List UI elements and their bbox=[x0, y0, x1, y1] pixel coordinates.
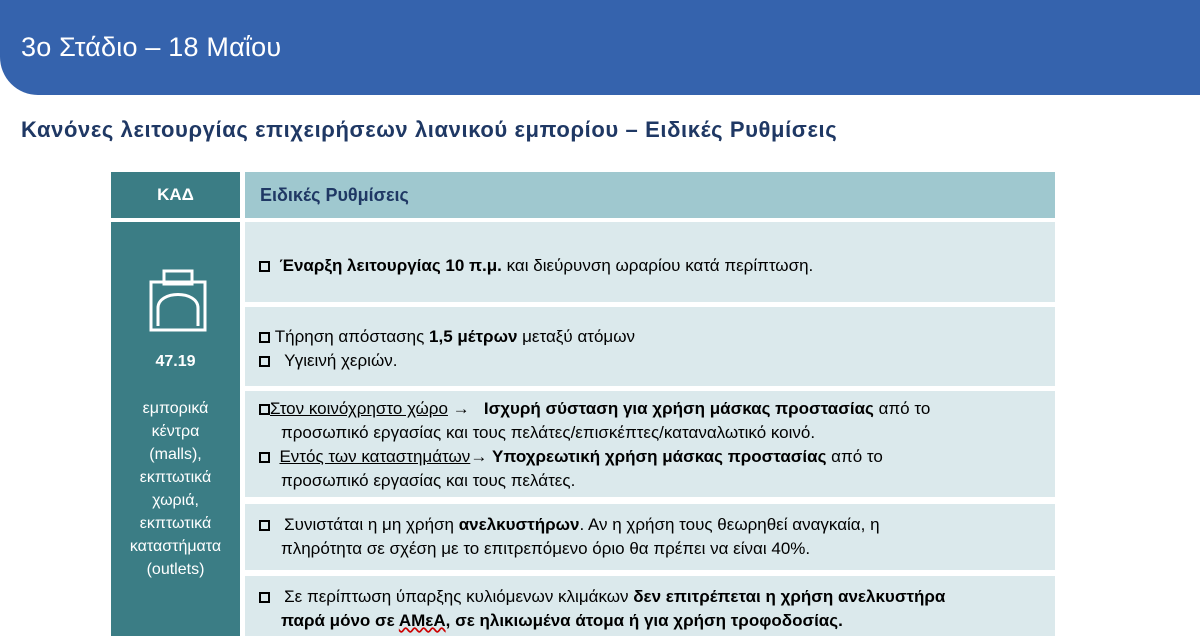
rule-underline: Στον κοινόχρηστο χώρο bbox=[270, 399, 448, 418]
arrow-right-icon: → bbox=[470, 447, 488, 466]
kad-code: 47.19 bbox=[155, 353, 196, 370]
rule-line bbox=[259, 325, 1055, 349]
kad-description-line: (outlets) bbox=[146, 561, 205, 578]
rule-text: από το bbox=[873, 399, 931, 418]
rule-emphasis: ΑΜεΑ bbox=[398, 611, 446, 630]
checkbox-icon bbox=[259, 520, 270, 531]
checkbox-icon bbox=[259, 592, 270, 603]
rule-text: . Αν η χρήση τους θεωρηθεί αναγκαία, η bbox=[579, 515, 880, 534]
rule-line bbox=[259, 349, 1055, 373]
checkbox-icon bbox=[259, 452, 270, 463]
kad-description-line: χωριά, bbox=[152, 492, 199, 509]
kad-description-line: καταστήματα bbox=[129, 538, 222, 555]
arrow-right-icon: → bbox=[452, 399, 470, 418]
rule-emphasis: παρά μόνο σε bbox=[281, 611, 399, 630]
rule-row-escalators bbox=[245, 576, 1055, 636]
rule-text: και διεύρυνση ωραρίου κατά περίπτωση. bbox=[501, 256, 814, 275]
rule-text: προσωπικό εργασίας και τους πελάτες/επισκέπτες/καταναλωτικό κοινό. bbox=[281, 423, 816, 442]
rule-line bbox=[259, 609, 1055, 633]
rule-line bbox=[259, 445, 1055, 469]
rule-row-distance-hygiene bbox=[245, 307, 1055, 386]
rule-emphasis: δεν επιτρέπεται η χρήση ανελκυστήρα bbox=[633, 587, 946, 606]
kad-column-header: ΚΑΔ bbox=[111, 172, 240, 218]
rule-emphasis: , σε ηλικιωμένα άτομα ή για χρήση τροφοδοσίας. bbox=[445, 611, 843, 630]
checkbox-icon bbox=[259, 356, 270, 367]
rule-line bbox=[259, 585, 1055, 609]
rule-line bbox=[259, 537, 1055, 561]
rule-text: Σε περίπτωση ύπαρξης κυλιόμενων κλιμάκων bbox=[284, 587, 634, 606]
page-title: 3ο Στάδιο – 18 Μαΐου bbox=[21, 32, 282, 62]
rule-text: από το bbox=[826, 447, 883, 466]
slide-subtitle: Κανόνες λειτουργίας επιχειρήσεων λιανικού εμπορίου – Ειδικές Ρυθμίσεις bbox=[21, 117, 838, 142]
checkbox-icon bbox=[259, 261, 270, 272]
rule-text: Τήρηση απόστασης bbox=[274, 327, 430, 346]
rule-line bbox=[259, 397, 1055, 421]
rule-row-opening-hours bbox=[245, 222, 1055, 302]
rule-emphasis: Έναρξη λειτουργίας 10 π.μ. bbox=[279, 256, 502, 275]
kad-description-line: εκπτωτικά bbox=[139, 469, 212, 486]
kad-description-line: κέντρα bbox=[151, 423, 200, 440]
rule-text: προσωπικό εργασίας και τους πελάτες. bbox=[281, 471, 576, 490]
rule-emphasis: Ισχυρή σύσταση για χρήση μάσκας προστασίας bbox=[483, 399, 874, 418]
kad-description-line: εμπορικά bbox=[142, 400, 209, 417]
rule-line bbox=[259, 254, 1055, 278]
rule-text: Υγιεινή χεριών. bbox=[284, 351, 398, 370]
shopping-bag-icon bbox=[148, 268, 208, 334]
rule-emphasis: 1,5 μέτρων bbox=[429, 327, 518, 346]
rule-line bbox=[259, 513, 1055, 537]
rule-emphasis: Υποχρεωτική χρήση μάσκας προστασίας bbox=[492, 447, 827, 466]
header-bar bbox=[0, 0, 1200, 95]
kad-description bbox=[111, 397, 240, 581]
kad-cell bbox=[111, 222, 240, 636]
special-rules-column-header: Ειδικές Ρυθμίσεις bbox=[245, 172, 1055, 218]
checkbox-icon bbox=[259, 332, 270, 343]
rule-row-masks bbox=[245, 391, 1055, 497]
kad-description-line: (malls), bbox=[149, 446, 202, 463]
rule-line bbox=[259, 421, 1055, 445]
rule-text: Συνιστάται η μη χρήση bbox=[284, 515, 459, 534]
checkbox-icon bbox=[259, 404, 270, 415]
kad-description-line: εκπτωτικά bbox=[139, 515, 212, 532]
rule-text: μεταξύ ατόμων bbox=[517, 327, 636, 346]
rule-text: πληρότητα σε σχέση με το επιτρεπόμενο όριο θα πρέπει να είναι 40%. bbox=[281, 539, 811, 558]
rule-row-elevators bbox=[245, 504, 1055, 570]
rule-emphasis: ανελκυστήρων bbox=[458, 515, 580, 534]
rule-underline: Εντός των καταστημάτων bbox=[279, 447, 471, 466]
rule-line bbox=[259, 469, 1055, 493]
